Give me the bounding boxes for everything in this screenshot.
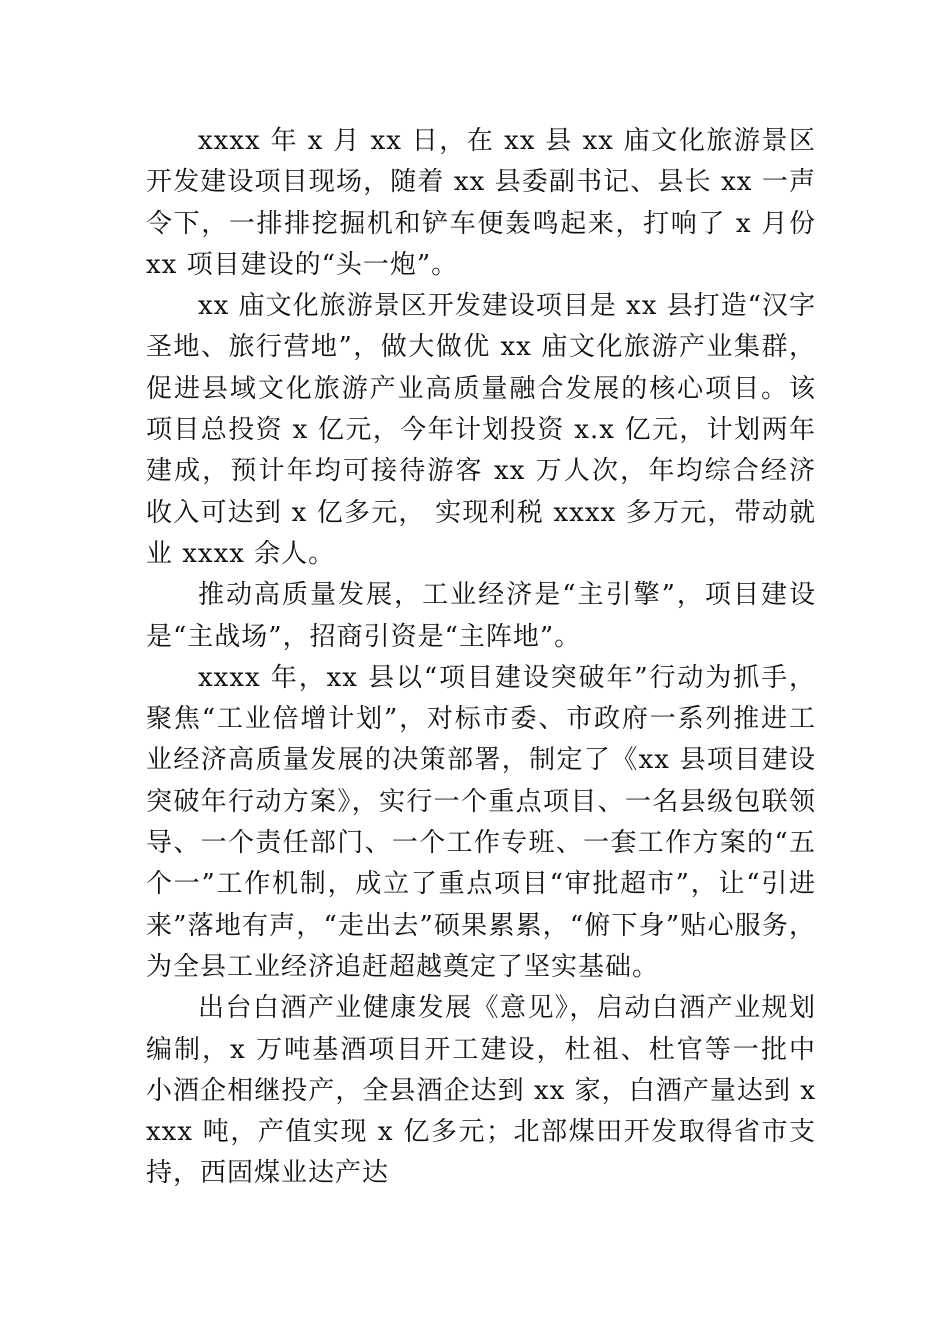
paragraph-4: xxxx 年，xx 县以“项目建设突破年”行动为抓手，聚焦“工业倍增计划”，对标市委、市政府一系列推进工业经济高质量发展的决策部署，制定了《xx 县项目建设突破年行动方案》，实行一个重点项目、一名县级包联领导、一个责任部门、一个工作专班、一套工作方案的“五个一”工作机制，成立了重点项目“审批超市”，让“引进来”落地有声，“走出去”硕果累累，“俯下身”贴心服务，为全县工业经济追赶超越奠定了坚实基础。 (146, 662, 816, 982)
paragraph-1: xxxx 年 x 月 xx 日，在 xx 县 xx 庙文化旅游景区开发建设项目现场，随着 xx 县委副书记、县长 xx 一声令下，一排排挖掘机和铲车便轰鸣起来，打响了 x 月份 xx 项目建设的“头一炮”。 (146, 126, 816, 280)
document-body (146, 121, 816, 1195)
paragraph-3: 推动高质量发展，工业经济是“主引擎”，项目建设是“主战场”，招商引资是“主阵地”。 (146, 580, 816, 652)
paragraph-2: xx 庙文化旅游景区开发建设项目是 xx 县打造“汉字圣地、旅行营地”，做大做优 xx 庙文化旅游产业集群，促进县域文化旅游产业高质量融合发展的核心项目。该项目总投资 x 亿元，今年计划投资 x.x 亿元，计划两年建成，预计年均可接待游客 xx 万人次，年均综合经济收入可达到 x 亿多元， 实现利税 xxxx 多万元，带动就业 xxxx 余人。 (146, 291, 816, 569)
paragraph-5: 出台白酒产业健康发展《意见》，启动白酒产业规划编制，x 万吨基酒项目开工建设，杜祖、杜官等一批中小酒企相继投产，全县酒企达到 xx 家，白酒产量达到 xxxx 吨，产值实现 x 亿多元；北部煤田开发取得省市支持，西固煤业达产达 (146, 993, 816, 1189)
